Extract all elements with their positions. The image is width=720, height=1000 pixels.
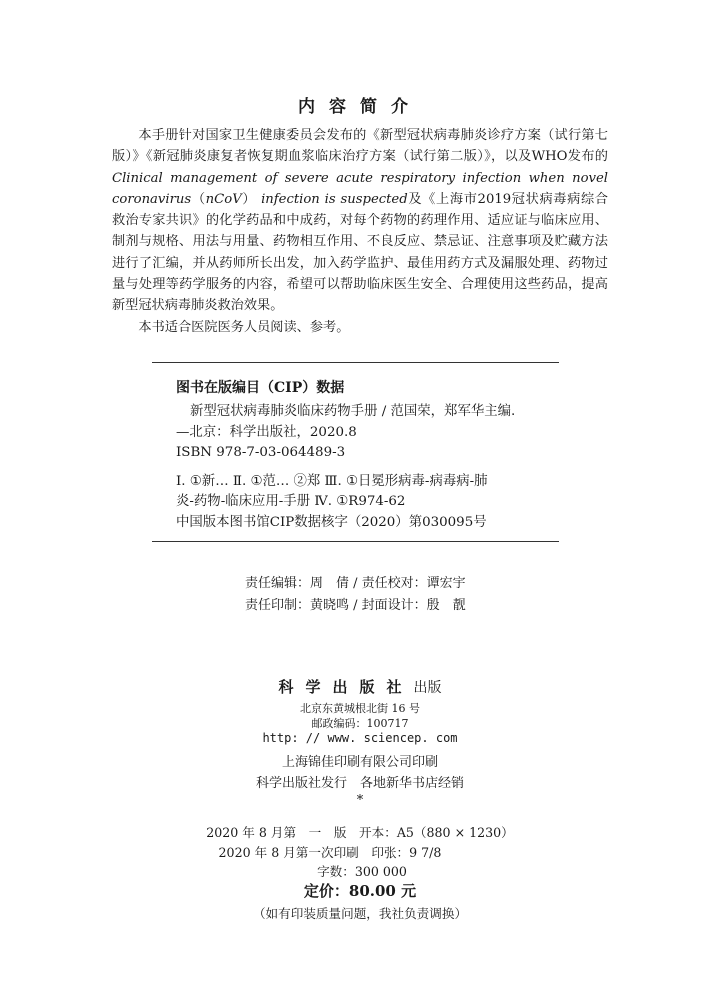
intro-paragraph-2: 本书适合医院医务人员阅读、参考。 bbox=[138, 319, 350, 335]
publisher-logo: 科学出版社 bbox=[278, 678, 414, 696]
cip-record bbox=[176, 402, 576, 533]
cip-heading: 图书在版编目（CIP）数据 bbox=[176, 380, 345, 396]
intro-paragraph-1: 本手册针对国家卫生健康委员会发布的《新型冠状病毒肺炎诊疗方案（试行第七版）》《新冠肺炎康复者恢复期血浆临床治疗方案（试行第二版）》，以及WHO发布的Clinical management of severe acute respiratory infection when novel coronavirus（nCoV） infection is suspected及《上海市2019冠状病毒病综合救治专家共识》的化学药品和中成药，对每个药物的药理作用、适应证与临床应用、制剂与规格、用法与用量、药物相互作用、不良反应、禁忌证、注意事项及贮藏方法进行了汇编，并从药师所长出发，加入药学监护、最佳用药方式及漏服处理、药物过量与处理等药学服务的内容，希望可以帮助临床医生安全、合理使用这些药品，提高新型冠状病毒肺炎救治效果。 bbox=[112, 128, 608, 314]
cip-number-line: 中国版本图书馆CIP数据核字（2020）第030095号 bbox=[176, 514, 487, 530]
publisher-url: http: // www. sciencep. com bbox=[262, 731, 458, 745]
publisher-address: 北京东黄城根北街 16 号 bbox=[300, 702, 420, 715]
quality-note: （如有印装质量问题，我社负责调换） bbox=[252, 906, 468, 921]
publisher-postcode: 邮政编码：100717 bbox=[311, 717, 409, 730]
cip-title-line: 新型冠状病毒肺炎临床药物手册 / 范国荣，郑军华主编. bbox=[190, 404, 516, 419]
edition-line: 2020 年 8 月第 一 版 开本：A5（880 × 1230） bbox=[206, 825, 514, 840]
printing-line: 2020 年 8 月第一次印刷 印张：9 7/8 bbox=[218, 845, 442, 860]
cip-publisher-line: —北京：科学出版社，2020.8 bbox=[176, 424, 357, 440]
divider-top bbox=[152, 362, 559, 363]
cip-isbn-line: ISBN 978-7-03-064489-3 bbox=[176, 445, 346, 460]
cip-classification-line-1: Ⅰ. ①新… Ⅱ. ①范… ②郑 Ⅲ. ①日冕形病毒-病毒病-肺 bbox=[176, 473, 488, 489]
staff-line-2: 责任印制：黄晓鸣 / 封面设计：殷 靓 bbox=[245, 598, 466, 613]
publisher-line: 科学出版社出版 bbox=[278, 678, 442, 696]
page-title: 内容简介 bbox=[298, 97, 422, 117]
price: 定价：80.00 元 bbox=[303, 882, 417, 900]
intro-text bbox=[112, 125, 608, 338]
distribution-line: 科学出版社发行 各地新华书店经销 bbox=[255, 776, 464, 791]
star-separator: * bbox=[356, 793, 364, 808]
word-count: 字数：300 000 bbox=[317, 864, 407, 879]
cip-classification-line-2: 炎-药物-临床应用-手册 Ⅳ. ①R974-62 bbox=[176, 494, 406, 509]
printer-line: 上海锦佳印刷有限公司印刷 bbox=[281, 755, 438, 770]
staff-line-1: 责任编辑：周 倩 / 责任校对：谭宏宇 bbox=[245, 576, 466, 591]
divider-bottom bbox=[152, 541, 559, 542]
